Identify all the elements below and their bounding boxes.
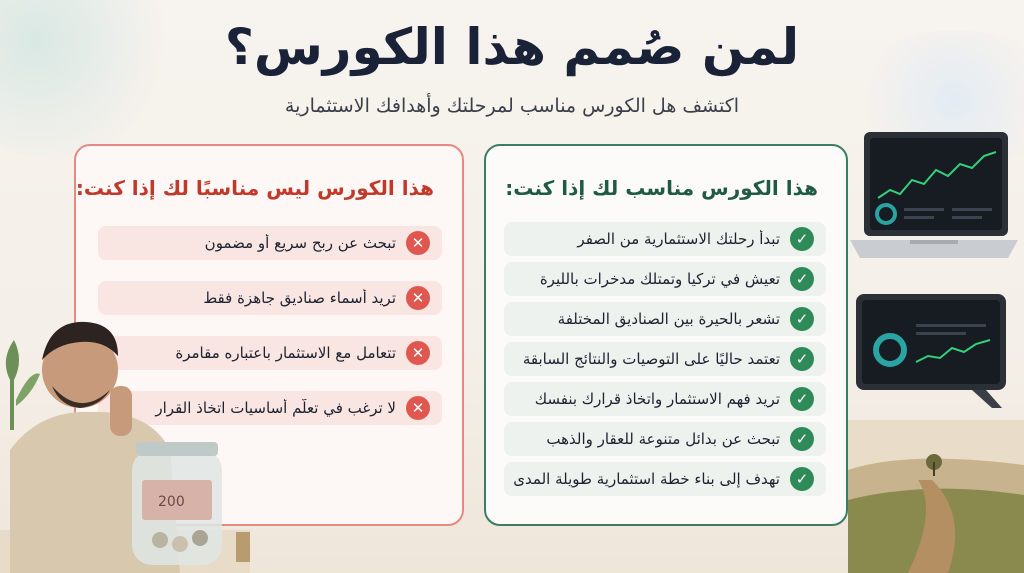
list-item-text: تشعر بالحيرة بين الصناديق المختلفة xyxy=(557,310,780,328)
laptop-illustration xyxy=(850,128,1018,278)
list-item-text: تبحث عن ربح سريع أو مضمون xyxy=(204,234,396,252)
check-icon: ✓ xyxy=(790,347,814,371)
check-icon: ✓ xyxy=(790,427,814,451)
list-item-text: تعتمد حاليًا على التوصيات والنتائج السابقة xyxy=(522,350,780,368)
list-item-text: تبدأ رحلتك الاستثمارية من الصفر xyxy=(577,230,780,248)
list-item xyxy=(98,226,442,260)
plant-illustration xyxy=(0,340,40,430)
not-suitable-heading: هذا الكورس ليس مناسبًا لك إذا كنت: xyxy=(75,176,434,200)
x-icon: ✕ xyxy=(406,396,430,420)
x-icon: ✕ xyxy=(406,231,430,255)
check-icon: ✓ xyxy=(790,227,814,251)
list-item xyxy=(504,222,826,256)
list-item-text: تريد فهم الاستثمار واتخاذ قرارك بنفسك xyxy=(534,390,780,408)
check-icon: ✓ xyxy=(790,307,814,331)
x-icon: ✕ xyxy=(406,286,430,310)
tablet-illustration xyxy=(852,292,1016,410)
list-item-text: تبحث عن بدائل متنوعة للعقار والذهب xyxy=(546,430,780,448)
check-icon: ✓ xyxy=(790,467,814,491)
list-item xyxy=(504,462,826,496)
list-item-text: لا ترغب في تعلّم أساسيات اتخاذ القرار xyxy=(155,399,396,417)
page-title: لمن صُمم هذا الكورس؟ xyxy=(224,18,800,76)
list-item-text: تريد أسماء صناديق جاهزة فقط xyxy=(203,289,396,307)
check-icon: ✓ xyxy=(790,387,814,411)
x-icon: ✕ xyxy=(406,341,430,365)
page-subtitle: اكتشف هل الكورس مناسب لمرحلتك وأهدافك الاستثمارية xyxy=(284,95,740,117)
list-item-text: تعيش في تركيا وتمتلك مدخرات بالليرة xyxy=(539,270,780,288)
banknote-label: 200 xyxy=(158,494,185,510)
suitable-card xyxy=(484,144,848,526)
list-item xyxy=(504,422,826,456)
suitable-heading: هذا الكورس مناسب لك إذا كنت: xyxy=(505,176,818,200)
list-item xyxy=(504,382,826,416)
landscape-illustration xyxy=(848,420,1024,573)
check-icon: ✓ xyxy=(790,267,814,291)
list-item xyxy=(504,302,826,336)
list-item xyxy=(504,262,826,296)
list-item-text: تهدف إلى بناء خطة استثمارية طويلة المدى xyxy=(513,470,780,488)
list-item xyxy=(504,342,826,376)
list-item-text: تتعامل مع الاستثمار باعتباره مقامرة xyxy=(175,344,396,362)
